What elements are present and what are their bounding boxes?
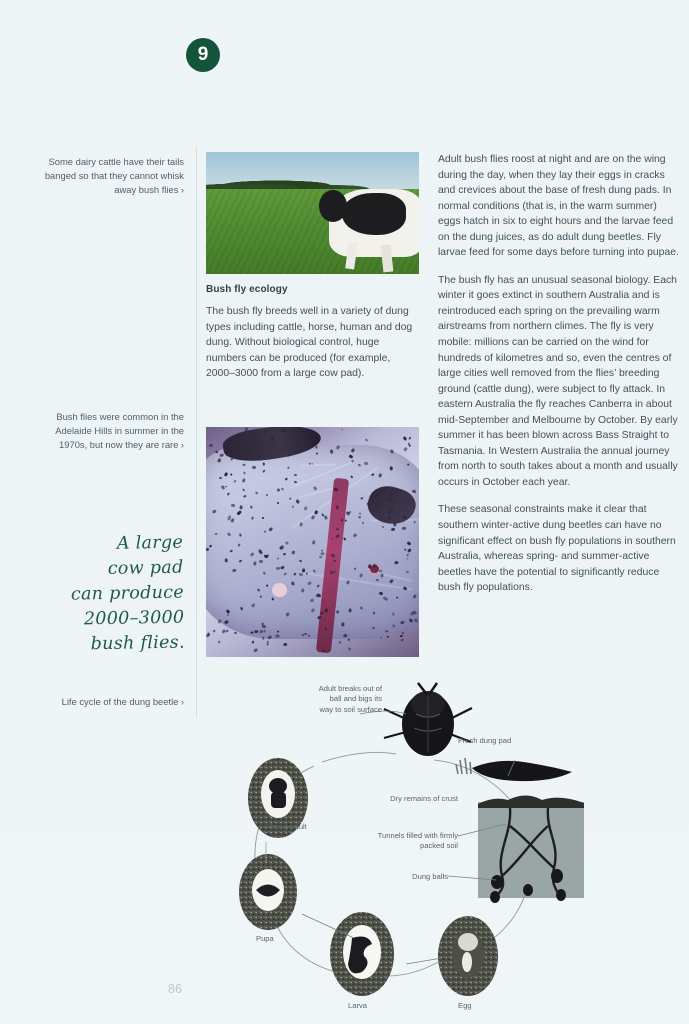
caption-adelaide-text: Bush flies were common in the Adelaide Hills in summer in the 1970s, but now they are rare <box>55 411 184 451</box>
pull-quote-line: 2000–3000 <box>83 607 185 630</box>
caption-arrow-icon: › <box>181 185 184 196</box>
body-paragraph-3: These seasonal constraints make it clear that southern winter-active dung beetles can have no significant effect on bush fly populations in southern Australia, whereas spring- and summer-active beetles have the potential to significantly reduce bush fly populations. <box>438 504 676 594</box>
pupa-ball <box>239 854 297 930</box>
body-paragraph-1: Adult bush flies roost at night and are on the wing during the day, when they lay their eggs in cracks and crevices about the base of fresh dung pads. In normal conditions (that is, in the warm summer) eggs hatch in six to eight hours and the larvae feed on the dung juices, as do adult dung beetles. Fly larvae feed for some days before turning into pupae. <box>438 154 679 259</box>
section-heading: Bush fly ecology <box>206 284 288 295</box>
cow-patch <box>342 193 406 234</box>
pull-quote-line: cow pad <box>107 557 184 579</box>
label-adult-breaks: Adult breaks out of ball and bigs its way to soil surface <box>318 684 382 714</box>
label-dry-remains: Dry remains of crust <box>390 794 458 803</box>
pull-quote-line: bush flies. <box>90 632 186 655</box>
cow-head <box>319 190 347 222</box>
caption-lifecycle-text: Life cycle of the dung beetle <box>61 696 179 707</box>
shirt-button <box>272 583 287 597</box>
pull-quote-line: can produce <box>70 582 185 605</box>
larva-ball <box>330 912 394 996</box>
label-tunnels: Tunnels filled with firmly packed soil <box>377 831 458 851</box>
label-egg: Egg <box>458 1001 472 1010</box>
caption-lifecycle <box>34 695 184 709</box>
egg-ball <box>438 916 498 996</box>
page-number: 86 <box>168 982 182 996</box>
cow-photo <box>206 152 419 274</box>
caption-cattle-text: Some dairy cattle have their tails banged so that they cannot whisk away bush flies <box>44 156 184 196</box>
life-cycle-diagram <box>210 676 680 1016</box>
chapter-number-badge: 9 <box>186 38 220 72</box>
label-larva: Larva <box>348 1001 367 1010</box>
caption-adelaide <box>34 410 184 453</box>
column-divider-rule <box>196 148 197 700</box>
body-paragraph-2: The bush fly has an unusual seasonal biology. Each winter it goes extinct in southern Australia and is reintroduced each spring on the prevailing warm airstreams from northern climes. The fly is very mobile: millions can be carried on the wind for hundreds of kilometres and so, even the centres of large cities well removed from the flies’ breeding ground (cattle dung), were subject to fly attack. In eastern Australia the fly reaches Canberra in about mid-September and Melbourne by October. By early summer it has been blown across Bass Straight to Tasmania. In Western Australia the annual journey from north to south takes about a month and usually occurs in October each year. <box>438 274 678 488</box>
pull-quote <box>23 531 185 659</box>
middle-column <box>206 284 420 382</box>
middle-column-body: The bush fly breeds well in a variety of dung types including cattle, horse, human and dog dung. Without biological control, huge numbers can be produced (for example, 2000–3000 from a large cow pad). <box>206 306 413 380</box>
caption-arrow-icon: › <box>181 440 184 451</box>
right-column <box>438 152 681 596</box>
label-pupa: Pupa <box>256 934 274 943</box>
flies-photo <box>206 427 419 657</box>
soil-cross-section <box>478 796 584 904</box>
label-fresh-dung-pad: Fresh dung pad <box>458 736 512 745</box>
label-young-adult: Young adult <box>267 822 307 831</box>
label-dung-balls: Dung balls <box>412 872 448 881</box>
caption-cattle <box>34 155 184 198</box>
pull-quote-line: A large <box>116 532 184 554</box>
column-divider-rule-lower <box>196 688 197 718</box>
caption-arrow-icon: › <box>181 697 184 707</box>
